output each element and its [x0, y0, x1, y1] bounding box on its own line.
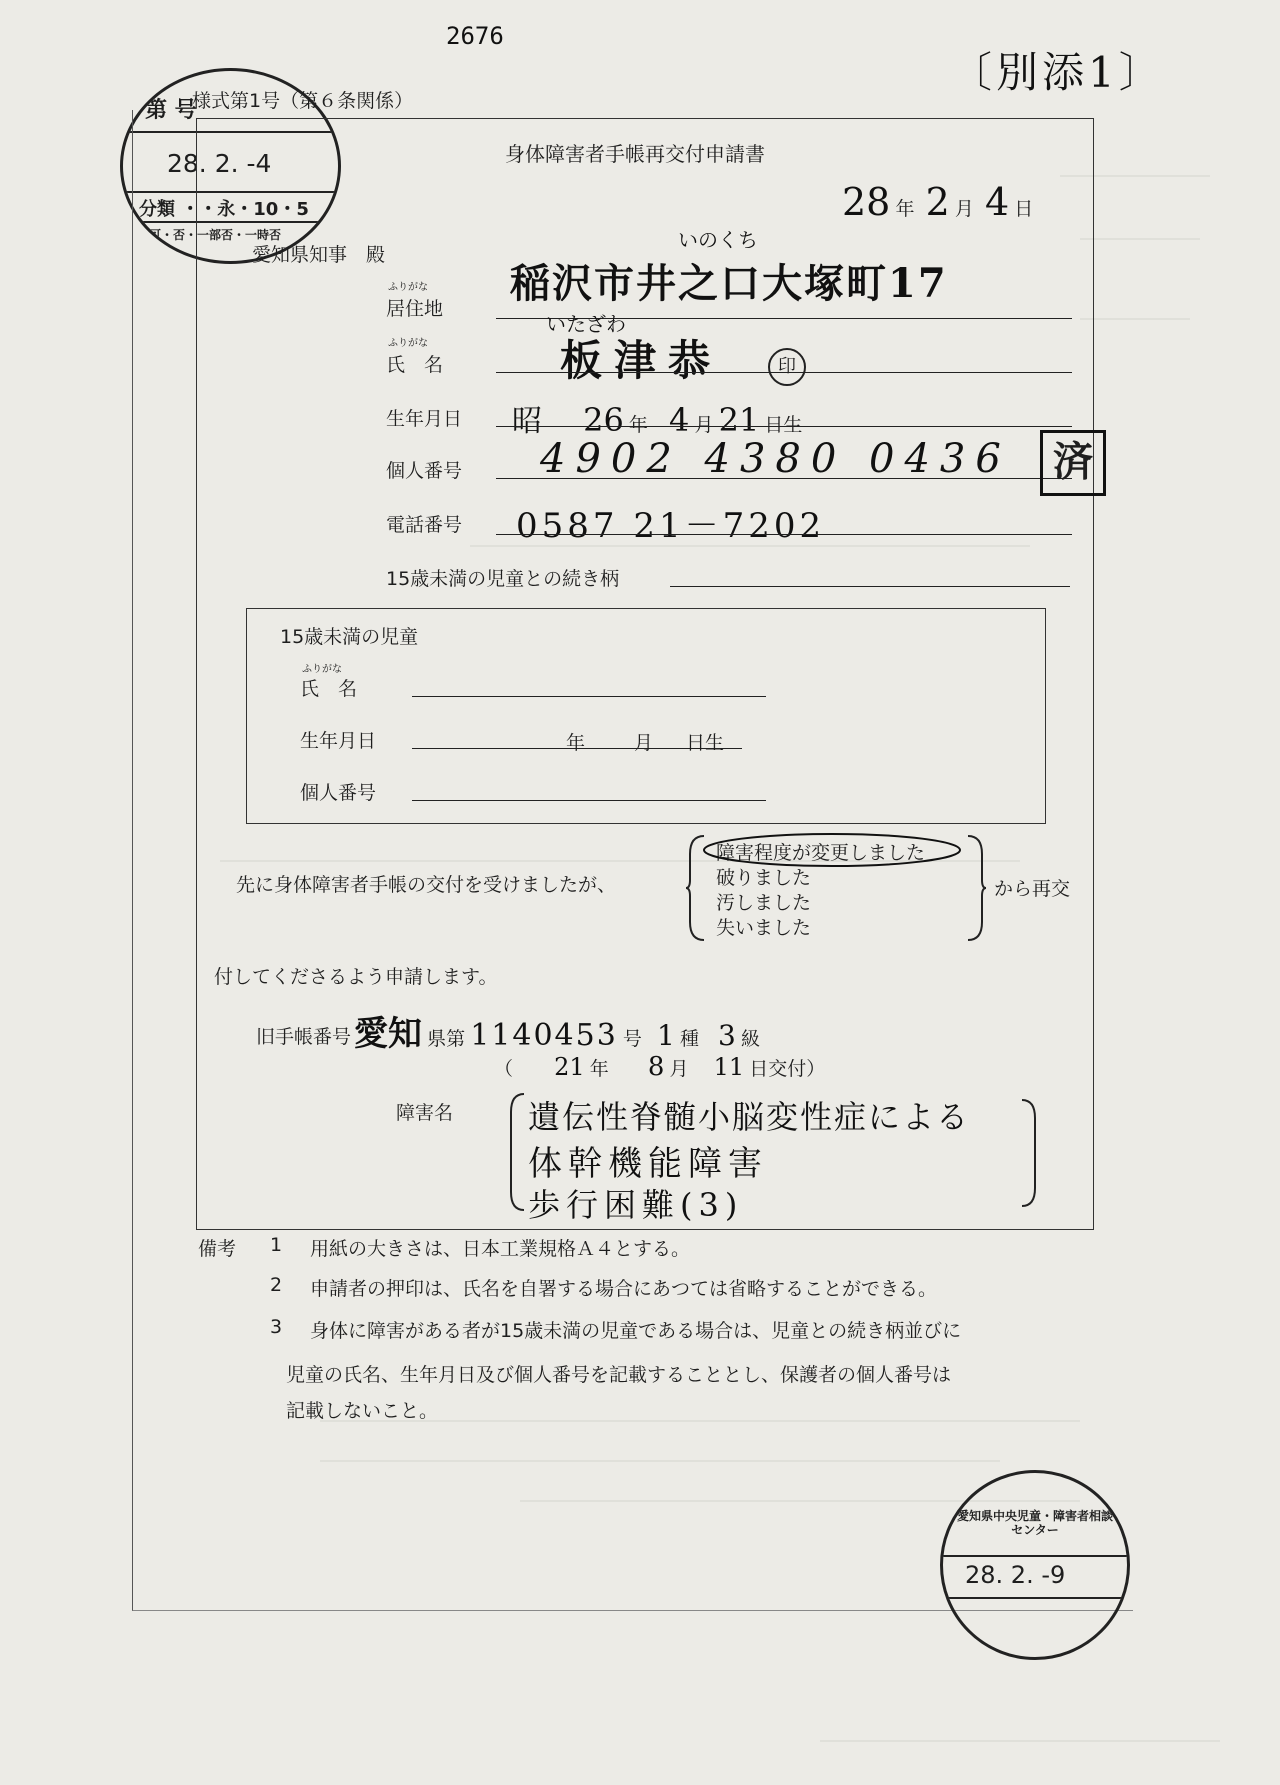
- page-number: 2676: [446, 22, 504, 50]
- done-stamp: 済: [1040, 430, 1106, 496]
- old-book-pref: 愛知: [354, 1014, 422, 1054]
- name-label: 氏 名: [386, 354, 444, 376]
- id-value: 4902 4380 0436: [540, 436, 1011, 482]
- old-book-number: 1140453: [470, 1018, 618, 1053]
- old-book-day: 11: [713, 1053, 745, 1081]
- disability-bracket-left: [508, 1092, 526, 1212]
- app-day: 4: [984, 180, 1010, 224]
- bottom-stamp: [940, 1470, 1130, 1660]
- old-book-level: 3: [718, 1019, 736, 1052]
- child-birth-day-unit: 日生: [686, 732, 725, 754]
- name-furigana: いたざわ: [546, 312, 626, 336]
- note-2-num: 2: [270, 1274, 283, 1296]
- id-label: 個人番号: [386, 460, 463, 482]
- child-name-label: 氏 名: [300, 678, 358, 700]
- receipt-stamp-top: 第 号: [145, 98, 197, 123]
- child-heading: 15歳未満の児童: [280, 626, 419, 648]
- note-3-cont-2: 記載しないこと。: [286, 1400, 439, 1422]
- old-book-year: 21: [554, 1053, 585, 1081]
- annotation-top-right: 〔別添1〕: [950, 48, 1165, 97]
- child-name-line: [412, 696, 766, 697]
- address-furigana-label: ふりがな: [388, 282, 428, 293]
- reason-bracket-right: [966, 834, 986, 942]
- name-seal: 印: [768, 348, 806, 386]
- receipt-stamp-classification: 分類 ・・永・10・5: [139, 199, 309, 220]
- old-book-kind: 1: [657, 1019, 675, 1052]
- old-book-label: 旧手帳番号: [256, 1026, 352, 1048]
- reason-option-1: 障害程度が変更しました: [716, 842, 926, 864]
- receipt-stamp-date: 28. 2. -4: [167, 149, 272, 178]
- address-furigana: いのくち: [678, 228, 758, 252]
- note-1-num: 1: [270, 1234, 283, 1256]
- addressee: 愛知県知事 殿: [252, 244, 386, 266]
- bottom-stamp-org: 愛知県中央児童・障害者相談センター: [957, 1509, 1114, 1537]
- child-relation-label: 15歳未満の児童との続き柄: [386, 568, 620, 590]
- notes-heading: 備考: [198, 1238, 237, 1260]
- child-birth-label: 生年月日: [300, 730, 377, 752]
- reason-suffix: から再交: [994, 878, 1071, 900]
- address-value: 稲沢市井之口大塚町17: [510, 260, 948, 307]
- form-title: 身体障害者手帳再交付申請書: [505, 142, 765, 166]
- bottom-stamp-date: 28. 2. -9: [965, 1561, 1066, 1589]
- name-value: 板津恭: [560, 336, 723, 385]
- child-id-label: 個人番号: [300, 782, 377, 804]
- child-birth-year-unit: 年: [566, 732, 586, 754]
- disability-lines: [528, 1092, 970, 1224]
- address-label: 居住地: [386, 298, 444, 320]
- note-2-text: 申請者の押印は、氏名を自署する場合にあつては省略することができる。: [310, 1278, 938, 1300]
- application-date: 28 年 2 月 4 日: [842, 180, 1034, 224]
- disability-line-3: 歩行困難(3): [528, 1186, 744, 1224]
- form-label: 様式第1号（第６条関係）: [192, 90, 414, 112]
- child-id-line: [412, 800, 766, 801]
- disability-line-2: 体幹機能障害: [528, 1144, 768, 1184]
- note-1-text: 用紙の大きさは、日本工業規格Ａ４とする。: [310, 1238, 691, 1260]
- birth-label: 生年月日: [386, 408, 463, 430]
- reason-option-2: 破りました: [716, 867, 812, 889]
- child-relation-line: [670, 586, 1070, 587]
- note-3-cont-1: 児童の氏名、生年月日及び個人番号を記載することとし、保護者の個人番号は: [286, 1364, 952, 1386]
- app-month: 2: [925, 180, 950, 224]
- old-book-line2: （ 21 年 8 月 11 日交付）: [494, 1052, 826, 1082]
- disability-bracket-right: [1020, 1098, 1038, 1208]
- birth-value: 昭 26 年 4 月 21 日生: [512, 401, 803, 439]
- phone-label: 電話番号: [386, 514, 463, 536]
- name-furigana-label: ふりがな: [388, 338, 428, 349]
- birth-line: [496, 426, 1072, 427]
- phone-value: 0587 21－7202: [516, 506, 826, 546]
- old-book-line1: 愛知 県第 1140453 号 1 種 3 級: [354, 1014, 760, 1054]
- app-year: 28: [842, 180, 891, 224]
- old-book-month: 8: [647, 1052, 665, 1082]
- receipt-stamp-disclosure: 可・否・一部否・一時否: [149, 228, 282, 242]
- reason-option-4: 失いました: [716, 917, 812, 939]
- id-line: [496, 478, 1072, 479]
- child-birth-month-unit: 月: [634, 732, 654, 754]
- note-3-num: 3: [270, 1316, 283, 1338]
- disability-label: 障害名: [396, 1102, 454, 1124]
- reason-selected-circle: [700, 830, 964, 870]
- reason-prefix: 先に身体障害者手帳の交付を受けましたが、: [236, 874, 617, 896]
- name-line: [496, 372, 1072, 373]
- phone-line: [496, 534, 1072, 535]
- note-3-text: 身体に障害がある者が15歳未満の児童である場合は、児童との続き柄並びに: [310, 1320, 962, 1342]
- reason-continuation: 付してくださるよう申請します。: [214, 966, 498, 988]
- child-furigana-label: ふりがな: [302, 664, 342, 675]
- disability-line-1: 遺伝性脊髄小脳変性症による: [528, 1098, 971, 1136]
- reason-option-3: 汚しました: [716, 892, 812, 914]
